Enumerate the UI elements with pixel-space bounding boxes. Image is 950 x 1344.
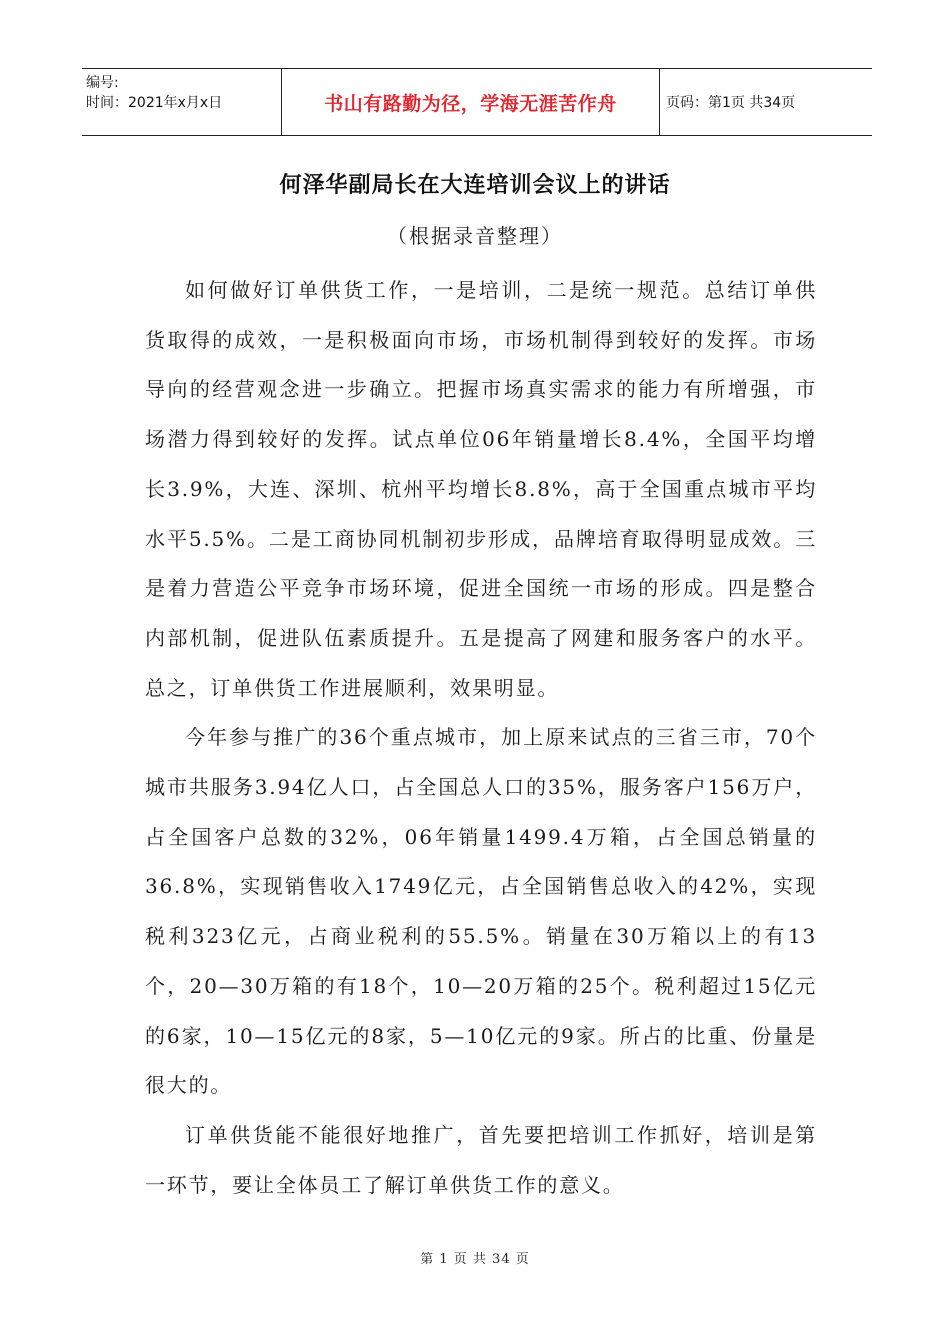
body-paragraph: 今年参与推广的36个重点城市，加上原来试点的三省三市，70个城市共服务3.94亿人口，占全国总人口的35%，服务客户156万户，占全国客户总数的32%，06年销量1499.4万箱，占全国总销量的36.8%，实现销售收入1749亿元，占全国销售总收入的42%，实现税利323亿元，占商业税利的55.5%。销量在30万箱以上的有13个，20—30万箱的有18个，10—20万箱的25个。税利超过15亿元的6家，10—15亿元的8家，5—10亿元的9家。所占的比重、份量是很大的。 (145, 725, 817, 1098)
document-date-label: 时间：2021年x月x日 (86, 95, 223, 111)
header-page-cell (660, 69, 872, 135)
header-motto: 书山有路勤为径，学海无涯苦作舟 (324, 92, 617, 115)
document-body (145, 266, 817, 1210)
header-motto-cell (282, 69, 660, 135)
document-title: 何泽华副局长在大连培训会议上的讲话 (279, 173, 671, 198)
page-footer: 第 1 页 共 34 页 (420, 1252, 530, 1267)
body-paragraph: 订单供货能不能很好地推广，首先要把培训工作抓好，培训是第一环节，要让全体员工了解订单供货工作的意义。 (145, 1122, 817, 1197)
header-meta-cell (82, 69, 282, 135)
document-subtitle: （根据录音整理） (387, 224, 563, 248)
header-page-info: 页码：第1页 共34页 (666, 95, 796, 111)
document-number-label: 编号: (86, 75, 119, 91)
document-header (82, 68, 872, 136)
body-paragraph: 如何做好订单供货工作，一是培训，二是统一规范。总结订单供货取得的成效，一是积极面向市场，市场机制得到较好的发挥。市场导向的经营观念进一步确立。把握市场真实需求的能力有所增强，市场潜力得到较好的发挥。试点单位06年销量增长8.4%，全国平均增长3.9%，大连、深圳、杭州平均增长8.8%，高于全国重点城市平均水平5.5%。二是工商协同机制初步形成，品牌培育取得明显成效。三是着力营造公平竞争市场环境，促进全国统一市场的形成。四是整合内部机制，促进队伍素质提升。五是提高了网建和服务客户的水平。总之，订单供货工作进展顺利，效果明显。 (145, 278, 817, 700)
